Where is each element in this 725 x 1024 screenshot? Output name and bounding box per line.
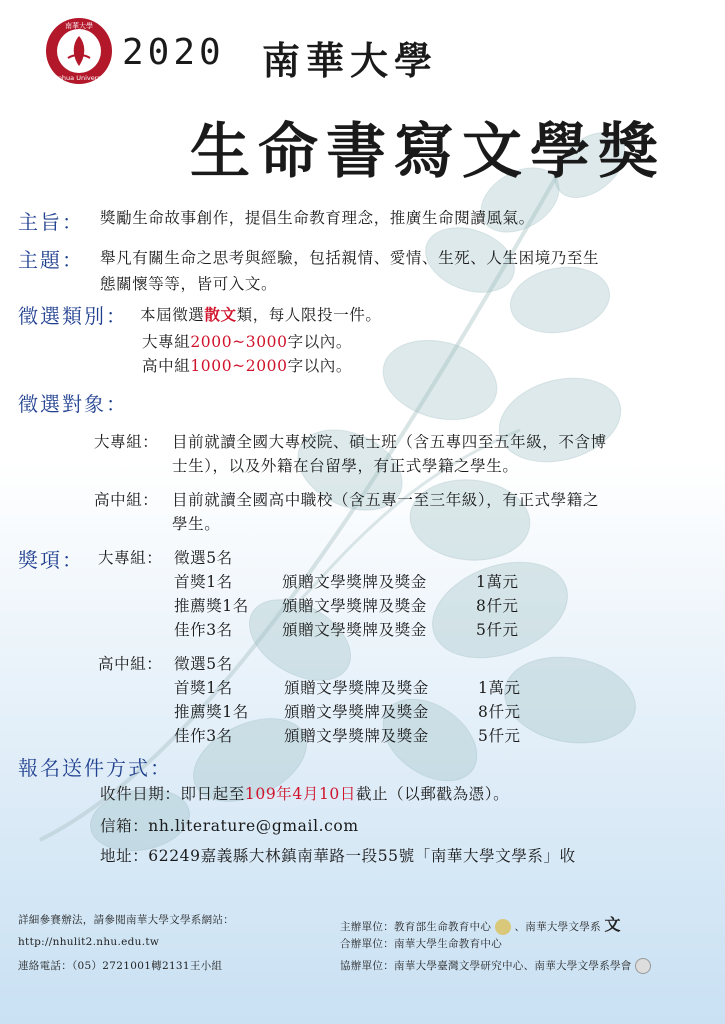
awards-high-group: 高中組： bbox=[98, 655, 163, 673]
submission-date: 收件日期：即日起至109年4月10日截止（以郵戳為憑）。 bbox=[100, 785, 510, 803]
literature-dept-icon: 文 bbox=[604, 915, 621, 934]
logo-seal-text: 南華大學 bbox=[65, 22, 93, 30]
submission-label: 報名送件方式： bbox=[18, 756, 172, 780]
footer-info: 詳細參賽辦法，請參閱南華大學文學系網站： bbox=[18, 914, 234, 926]
awards-college-group: 大專組： bbox=[98, 549, 163, 567]
award-prize: 頒贈文學獎牌及獎金 bbox=[284, 703, 429, 721]
award-amount: 1萬元 bbox=[476, 573, 519, 591]
submission-address: 地址：62249嘉義縣大林鎮南華路一段55號「南華大學文學系」收 bbox=[100, 847, 576, 865]
eligibility-label: 徵選對象： bbox=[18, 392, 128, 416]
school-name: 南華大學 bbox=[262, 38, 439, 83]
award-rank: 推薦獎1名 bbox=[174, 703, 249, 721]
award-rank: 首獎1名 bbox=[174, 573, 233, 591]
category-high-limit: 高中組1000~2000字以內。 bbox=[142, 357, 352, 375]
award-amount: 5仟元 bbox=[478, 727, 521, 745]
award-rank: 佳作3名 bbox=[174, 727, 233, 745]
purpose-label: 主旨： bbox=[18, 210, 84, 234]
award-prize: 頒贈文學獎牌及獎金 bbox=[284, 679, 429, 697]
footer-phone: 連絡電話：（05）2721001轉2131王小組 bbox=[18, 960, 223, 972]
award-rank: 首獎1名 bbox=[174, 679, 233, 697]
footer-url[interactable]: http://nhulit2.nhu.edu.tw bbox=[18, 936, 160, 948]
award-prize: 頒贈文學獎牌及獎金 bbox=[282, 621, 427, 639]
award-amount: 8仟元 bbox=[476, 597, 519, 615]
submission-email[interactable]: 信箱：nh.literature@gmail.com bbox=[100, 817, 359, 835]
awards-college-count: 徵選5名 bbox=[174, 549, 233, 567]
eligibility-high-line2: 學生。 bbox=[172, 515, 221, 533]
category-label: 徵選類別： bbox=[18, 304, 128, 328]
award-prize: 頒贈文學獎牌及獎金 bbox=[282, 597, 427, 615]
awards-label: 獎項： bbox=[18, 548, 84, 572]
footer-co-host: 合辦單位：南華大學生命教育中心 bbox=[340, 938, 502, 950]
eligibility-college-line1: 目前就讀全國大專校院、碩士班（含五專四至五年級，不含博 bbox=[172, 433, 607, 451]
category-line1: 本屆徵選散文類，每人限投一件。 bbox=[140, 305, 382, 324]
award-amount: 5仟元 bbox=[476, 621, 519, 639]
theme-label: 主題： bbox=[18, 248, 84, 272]
purpose-text: 獎勵生命故事創作，提倡生命教育理念，推廣生命閱讀風氣。 bbox=[100, 209, 535, 227]
footer-host: 主辦單位：教育部生命教育中心 、南華大學文學系 文 bbox=[340, 915, 621, 934]
award-rank: 推薦獎1名 bbox=[174, 597, 249, 615]
theme-text-line2: 態關懷等等，皆可入文。 bbox=[100, 275, 278, 293]
awards-high-count: 徵選5名 bbox=[174, 655, 233, 673]
award-amount: 1萬元 bbox=[478, 679, 521, 697]
category-essay: 散文 bbox=[204, 305, 237, 324]
award-prize: 頒贈文學獎牌及獎金 bbox=[284, 727, 429, 745]
eligibility-college-label: 大專組： bbox=[94, 433, 159, 451]
eligibility-high-label: 高中組： bbox=[94, 491, 159, 509]
logo-english-text: Nanhua University bbox=[48, 74, 110, 82]
eligibility-high-line1: 目前就讀全國高中職校（含五專一至三年級），有正式學籍之 bbox=[172, 491, 599, 509]
eligibility-college-line2: 士生），以及外籍在台留學，有正式學籍之學生。 bbox=[172, 457, 519, 475]
life-education-center-icon bbox=[495, 919, 511, 935]
award-prize: 頒贈文學獎牌及獎金 bbox=[282, 573, 427, 591]
university-logo bbox=[44, 16, 114, 86]
theme-text-line1: 舉凡有關生命之思考與經驗，包括親情、愛情、生死、人生困境乃至生 bbox=[100, 249, 600, 267]
award-rank: 佳作3名 bbox=[174, 621, 233, 639]
award-amount: 8仟元 bbox=[478, 703, 521, 721]
footer-assist: 協辦單位：南華大學臺灣文學研究中心、南華大學文學系學會 bbox=[340, 958, 651, 974]
event-year: 2020 bbox=[122, 32, 225, 73]
category-college-limit: 大專組2000~3000字以內。 bbox=[142, 333, 352, 351]
student-association-icon bbox=[635, 958, 651, 974]
page-title: 生命書寫文學獎 bbox=[190, 117, 666, 187]
